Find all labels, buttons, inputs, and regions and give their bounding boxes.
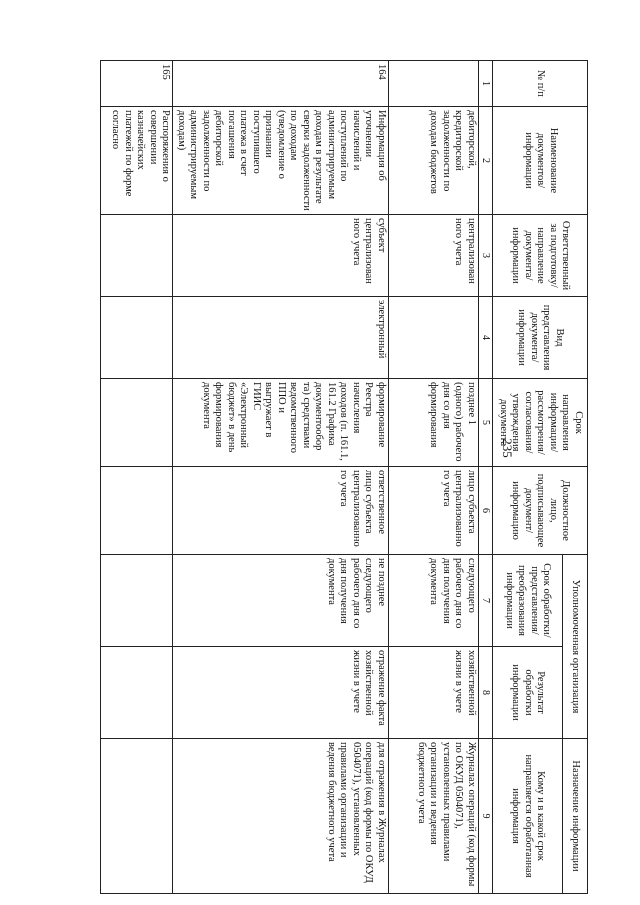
header-name: Наименование документов/ информации bbox=[493, 107, 588, 215]
header-processing: Срок обработки/ представления/ преобразования информации bbox=[493, 555, 563, 647]
header-row-group bbox=[563, 61, 588, 894]
row-form bbox=[389, 297, 479, 379]
row-destination: для отражения в Журналах операций (код формы по ОКУД 0504071), установленных правилами организации и ведения бюджетного учета bbox=[173, 739, 389, 894]
row-destination bbox=[101, 739, 173, 894]
row-name: дебиторской, кредиторской задолженности по доходам бюджетов bbox=[389, 107, 479, 215]
row-signer: ответственное лицо субъекта централизованно го учета bbox=[173, 467, 389, 555]
header-dest-group: Назначение информации bbox=[563, 739, 588, 894]
column-number: 9 bbox=[479, 739, 493, 894]
header-responsible: Ответственный за подготовку/ направление документа/ информации bbox=[493, 215, 588, 297]
row-name: Информация об уточнении начислений и поступлений по администрируемым доходам в результате сверки задолженности по доходам (уведомление о признании поступившего платежа в счет погашения дебиторской задолженности по администрируемым доходам) bbox=[173, 107, 389, 215]
row-processing: следующего рабочего дня со дня получения документа bbox=[389, 555, 479, 647]
header-result: Результат обработки информации bbox=[493, 647, 563, 739]
row-name: Распоряжения о совершении казначейских платежей по форме согласно bbox=[101, 107, 173, 215]
header-form: Вид представления документа/ информации bbox=[493, 297, 588, 379]
row-num: 164 bbox=[173, 61, 389, 107]
header-num: № п/п bbox=[493, 61, 588, 107]
header-deadline: Срок направления информации/ рассмотрения/ согласования/ утверждения документа bbox=[493, 379, 588, 467]
table-row bbox=[389, 61, 479, 894]
header-signer: Должностное лицо, подписывающее документ/ информацию bbox=[493, 467, 588, 555]
column-number-row bbox=[479, 61, 493, 894]
row-processing bbox=[101, 555, 173, 647]
row-responsible: субъект централизован ного учета bbox=[173, 215, 389, 297]
document-table bbox=[101, 60, 589, 894]
column-number: 1 bbox=[479, 61, 493, 107]
row-deadline: позднее 1 (одного) рабочего дня со дня формирования bbox=[389, 379, 479, 467]
column-number: 2 bbox=[479, 107, 493, 215]
row-form bbox=[101, 297, 173, 379]
rotated-table-container bbox=[108, 60, 588, 893]
row-signer bbox=[101, 467, 173, 555]
header-destination: Кому и в какой срок направляется обработанная информация bbox=[493, 739, 563, 894]
row-num bbox=[389, 61, 479, 107]
column-number: 5 bbox=[479, 379, 493, 467]
row-result bbox=[101, 647, 173, 739]
row-form: электронный bbox=[173, 297, 389, 379]
header-org-group: Уполномоченная организация bbox=[563, 555, 588, 739]
column-number: 6 bbox=[479, 467, 493, 555]
row-responsible: централизован ного учета bbox=[389, 215, 479, 297]
table-row bbox=[101, 61, 173, 894]
row-deadline: формирование Реестра начисления доходов (п. 161.1, 161.2 Графика документообор та) средствами ведомственного ППО и выгружает в ГИИС «Электронный бюджет» в день формирования документа bbox=[173, 379, 389, 467]
row-processing: не позднее следующего рабочего дня со дня получения документа bbox=[173, 555, 389, 647]
row-signer: лицо субъекта централизованно го учета bbox=[389, 467, 479, 555]
row-num: 165 bbox=[101, 61, 173, 107]
row-responsible bbox=[101, 215, 173, 297]
row-deadline bbox=[101, 379, 173, 467]
column-number: 4 bbox=[479, 297, 493, 379]
table-row bbox=[173, 61, 389, 894]
column-number: 7 bbox=[479, 555, 493, 647]
row-result: отражение факта хозяйственной жизни в учете bbox=[173, 647, 389, 739]
column-number: 3 bbox=[479, 215, 493, 297]
page-number: 235 bbox=[500, 438, 515, 458]
column-number: 8 bbox=[479, 647, 493, 739]
row-destination: Журналах операций (код формы по ОКУД 0504071), установленных правилами организации и ведения бюджетного учета bbox=[389, 739, 479, 894]
row-result: хозяйственной жизни в учете bbox=[389, 647, 479, 739]
